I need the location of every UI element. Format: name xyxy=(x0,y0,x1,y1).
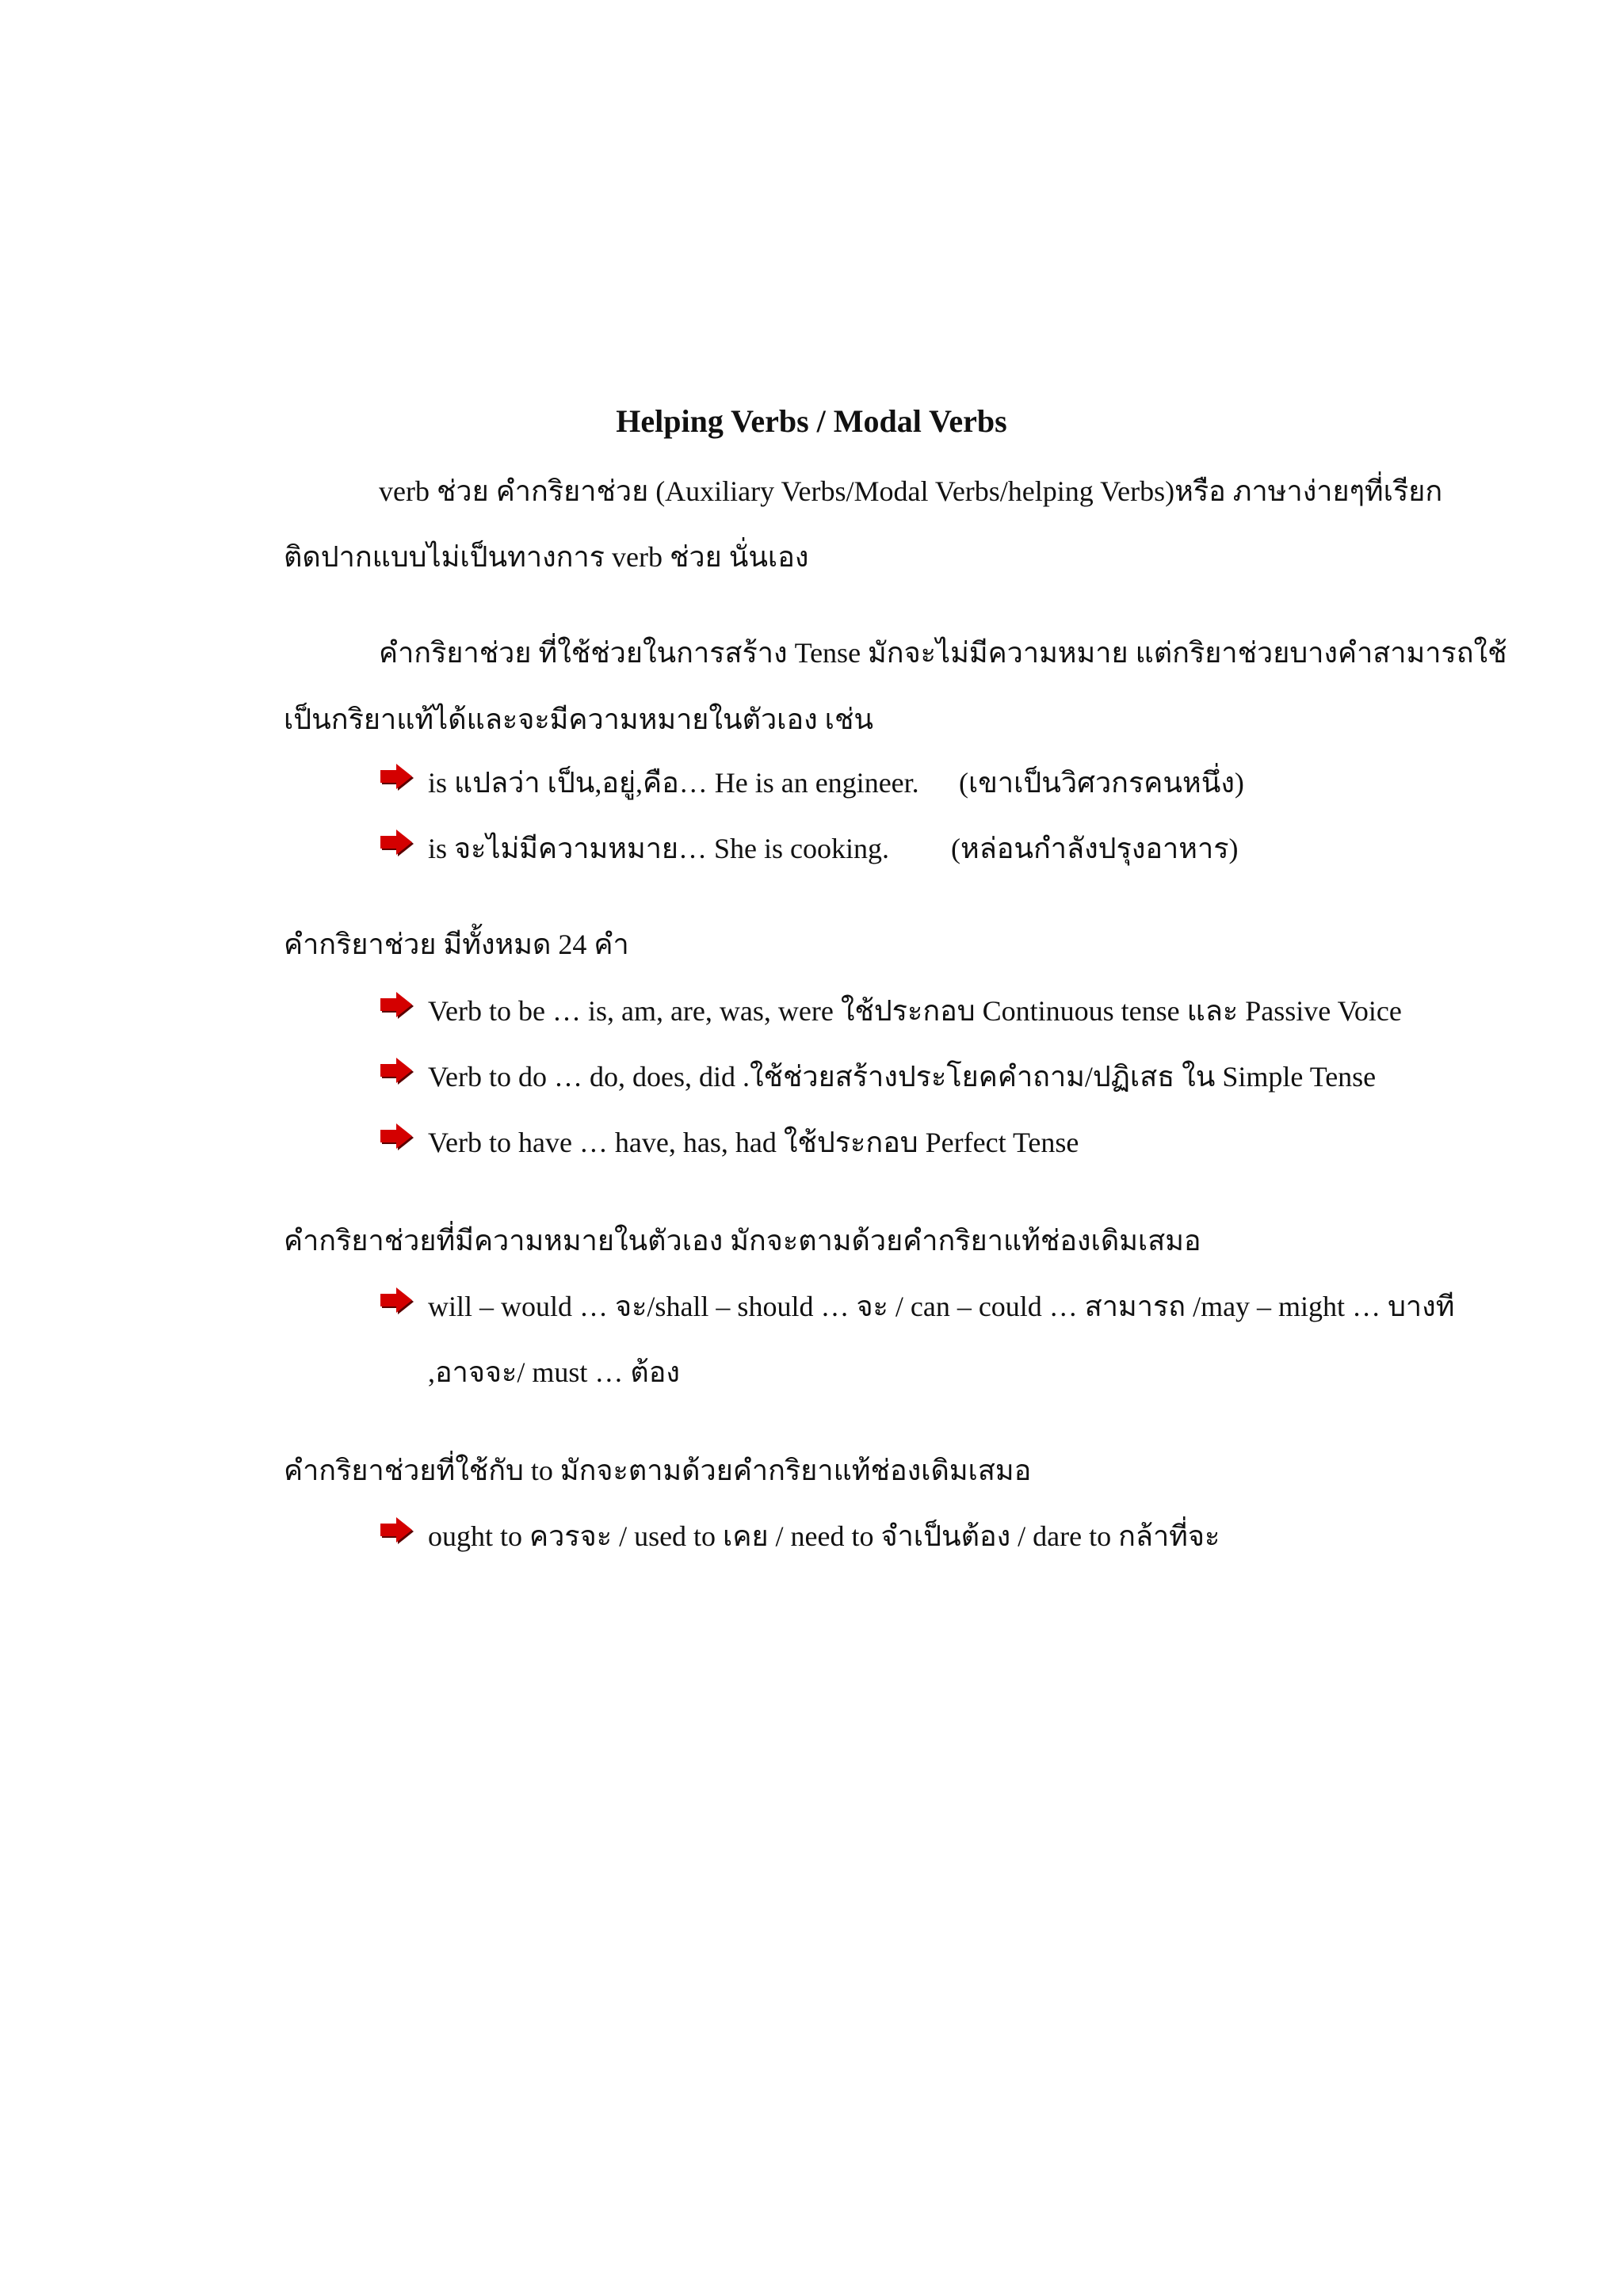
section-3-item: ought to ควรจะ / used to เคย / need to จำเป็นต้อง / dare to กล้าที่จะ xyxy=(428,1520,1220,1552)
example-2-text: is จะไม่มีความหมาย… She is cooking. xyxy=(428,833,890,864)
paragraph-2-line-2: เป็นกริยาแท้ได้และจะมีความหมายในตัวเอง เช่น xyxy=(284,704,874,735)
section-2-item-line-1: will – would … จะ/shall – should … จะ / can – could … สามารถ /may – might … บางที xyxy=(428,1291,1455,1322)
section-2-heading: คำกริยาช่วยที่มีความหมายในตัวเอง มักจะตามด้วยคำกริยาแท้ช่องเดิมเสมอ xyxy=(284,1225,1201,1257)
arrow-bullet-icon xyxy=(380,1517,415,1546)
example-2-translation: (หล่อนกำลังปรุงอาหาร) xyxy=(951,833,1239,864)
intro-line-2: ติดปากแบบไม่เป็นทางการ verb ช่วย นั่นเอง xyxy=(284,541,809,573)
page-title: Helping Verbs / Modal Verbs xyxy=(616,403,1007,439)
section-2-item-line-2: ,อาจจะ/ must … ต้อง xyxy=(428,1356,680,1388)
section-1-item-3: Verb to have … have, has, had ใช้ประกอบ Perfect Tense xyxy=(428,1127,1079,1158)
arrow-bullet-icon xyxy=(380,830,415,858)
arrow-bullet-icon xyxy=(380,764,415,792)
section-1-item-1: Verb to be … is, am, are, was, were ใช้ประกอบ Continuous tense และ Passive Voice xyxy=(428,995,1402,1027)
arrow-bullet-icon xyxy=(380,1058,415,1086)
arrow-bullet-icon xyxy=(380,1287,415,1316)
section-1-heading: คำกริยาช่วย มีทั้งหมด 24 คำ xyxy=(284,929,629,960)
intro-line-1: verb ช่วย คำกริยาช่วย (Auxiliary Verbs/Modal Verbs/helping Verbs)หรือ ภาษาง่ายๆที่เรียก xyxy=(379,475,1443,507)
arrow-bullet-icon xyxy=(380,992,415,1020)
section-1-item-2: Verb to do … do, does, did .ใช้ช่วยสร้างประโยคคำถาม/ปฏิเสธ ใน Simple Tense xyxy=(428,1061,1377,1093)
section-3-heading: คำกริยาช่วยที่ใช้กับ to มักจะตามด้วยคำกริยาแท้ช่องเดิมเสมอ xyxy=(284,1455,1032,1486)
arrow-bullet-icon xyxy=(380,1123,415,1152)
paragraph-2-line-1: คำกริยาช่วย ที่ใช้ช่วยในการสร้าง Tense มักจะไม่มีความหมาย แต่กริยาช่วยบางคำสามารถใช้ xyxy=(379,637,1507,669)
example-1-text: is แปลว่า เป็น,อยู่,คือ… He is an engineer. xyxy=(428,767,919,799)
example-1-translation: (เขาเป็นวิศวกรคนหนึ่ง) xyxy=(959,767,1244,799)
